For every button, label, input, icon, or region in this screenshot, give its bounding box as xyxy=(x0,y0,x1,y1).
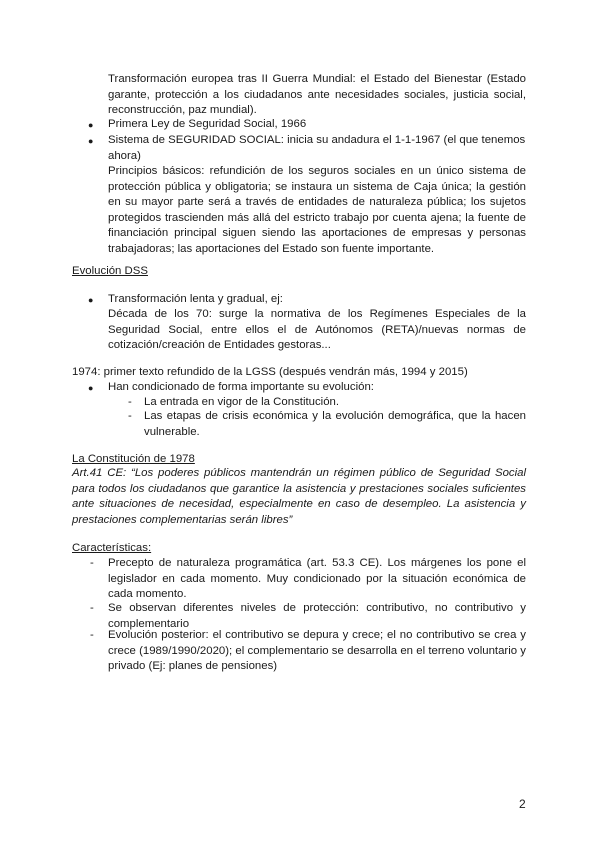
heading-constitucion: La Constitución de 1978 xyxy=(72,453,195,465)
dash-marker: - xyxy=(90,557,94,569)
dash-marker: - xyxy=(90,629,94,641)
dash-constitucion: La entrada en vigor de la Constitución. xyxy=(144,396,340,408)
dash-marker: - xyxy=(128,396,132,408)
dash-precepto: Precepto de naturaleza programática (art. 53.3 CE). Los márgenes los pone el legislador en cada momento. Muy condicionado por la situación económica de cada momento. xyxy=(108,557,526,601)
bullet-transformacion: Transformación lenta y gradual, ej: xyxy=(108,293,283,305)
bullet-sistema: Sistema de SEGURIDAD SOCIAL: inicia su andadura el 1-1-1967 (el que tenemos ahora) xyxy=(108,134,526,162)
dash-crisis: Las etapas de crisis económica y la evolución demográfica, que la hacen vulnerable. xyxy=(144,410,526,438)
bullet-ley-1966: Primera Ley de Seguridad Social, 1966 xyxy=(108,118,307,130)
dash-marker: - xyxy=(128,410,132,422)
art41-quote: Art.41 CE: “Los poderes públicos mantendrán un régimen público de Seguridad Social para todos los ciudadanos que garantice la asistencia y prestaciones sociales suficientes ante situaciones de necesidad, especialmente en caso de desempleo. La asistencia y prestaciones complementarias serán libres” xyxy=(72,467,526,526)
line-1974: 1974: primer texto refundido de la LGSS (después vendrán más, 1994 y 2015) xyxy=(72,366,468,378)
page-number: 2 xyxy=(519,797,526,811)
decada-70-paragraph: Década de los 70: surge la normativa de los Regímenes Especiales de la Seguridad Social, entre ellos el de Autónomos (RETA)/nuevas normas de cotización/creación de Entidades gestoras... xyxy=(108,308,526,352)
principios-paragraph: Principios básicos: refundición de los seguros sociales en un único sistema de protección pública y obligatoria; se instaura un sistema de Caja única; la gestión en su mayor parte será a través de entidades de naturaleza pública; los sujetos protegidos trascienden más allá del estricto trabajo por cuenta ajena; la fuente de financiación principal siguen siendo las aportaciones de empresas y personas trabajadoras; las aportaciones del Estado son fuente importante. xyxy=(108,165,526,255)
dash-niveles: Se observan diferentes niveles de protección: contributivo, no contributivo y complementario xyxy=(108,602,526,630)
heading-caracteristicas: Características: xyxy=(72,542,152,554)
bullet-marker: ● xyxy=(88,383,94,393)
dash-evolucion-posterior: Evolución posterior: el contributivo se depura y crece; el no contributivo se crea y crece (1989/1990/2020); el complementario se desarrolla en el terreno voluntario y privado (Ej: planes de pensiones) xyxy=(108,629,526,673)
bullet-marker: ● xyxy=(88,295,94,305)
bullet-marker: ● xyxy=(88,136,94,146)
bullet-marker: ● xyxy=(88,120,94,130)
heading-evolucion: Evolución DSS xyxy=(72,265,148,277)
bullet-condicionado: Han condicionado de forma importante su evolución: xyxy=(108,381,374,393)
intro-paragraph: Transformación europea tras II Guerra Mundial: el Estado del Bienestar (Estado garante, protección a los ciudadanos ante necesidades sociales, justicia social, reconstrucción, paz mundial). xyxy=(108,73,526,117)
dash-marker: - xyxy=(90,602,94,614)
